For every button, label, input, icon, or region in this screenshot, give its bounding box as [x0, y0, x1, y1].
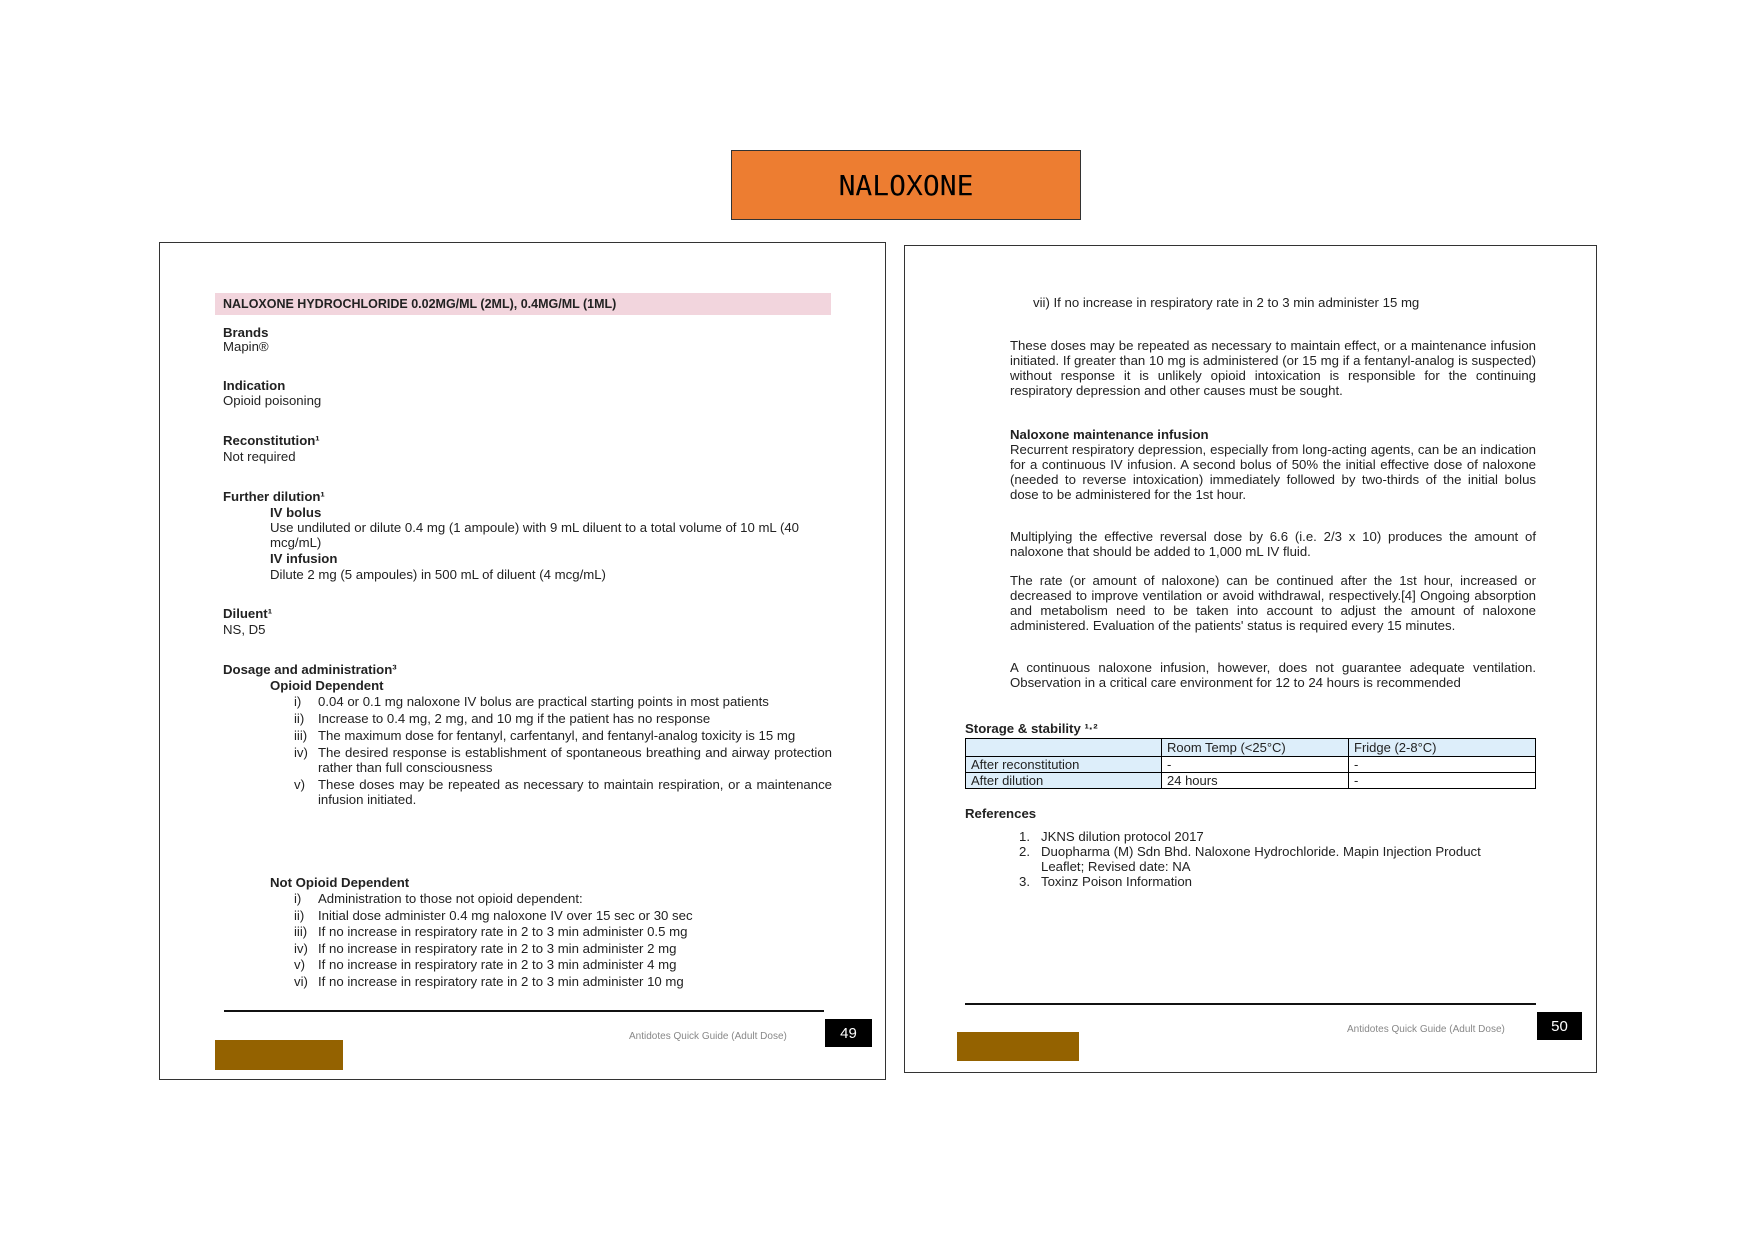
- table-cell: After reconstitution: [966, 757, 1162, 773]
- footer-rule: [965, 1003, 1536, 1005]
- list-item: 3. Toxinz Poison Information: [1019, 874, 1192, 889]
- maintenance-infusion-title: Naloxone maintenance infusion: [1010, 427, 1209, 442]
- list-item: vi) If no increase in respiratory rate in 2 to 3 min administer 10 mg: [294, 973, 684, 989]
- list-item: v) If no increase in respiratory rate in 2 to 3 min administer 4 mg: [294, 957, 677, 972]
- references-list: [1019, 829, 1509, 889]
- not-opioid-dependent-list: [294, 891, 832, 989]
- brands-text: Mapin®: [223, 339, 269, 354]
- table-row: [966, 773, 1536, 789]
- decorative-bar: [215, 1040, 343, 1070]
- not-opioid-dependent-title: Not Opioid Dependent: [270, 875, 410, 890]
- document-page-49: [159, 242, 886, 1080]
- list-item: 2. Duopharma (M) Sdn Bhd. Naloxone Hydrochloride. Mapin Injection Product Leaflet; Revised date: NA: [1019, 844, 1481, 874]
- reconstitution-title: Reconstitution¹: [223, 433, 320, 448]
- table-cell: After dilution: [966, 773, 1162, 789]
- references-title: References: [965, 806, 1037, 821]
- paragraph-maintenance: Recurrent respiratory depression, especially from long-acting agents, can be an indication for a continuous IV infusion. A second bolus of 50% the initial effective dose of naloxone (needed to reverse intoxication) immediately followed by two-thirds of the initial bolus dose to be administered for the 1st hour.: [1010, 442, 1536, 502]
- iv-bolus-title: IV bolus: [270, 505, 322, 520]
- footer-text: Antidotes Quick Guide (Adult Dose): [1347, 1024, 1505, 1035]
- list-item: i) 0.04 or 0.1 mg naloxone IV bolus are practical starting points in most patients: [294, 694, 769, 709]
- list-item: iii) If no increase in respiratory rate in 2 to 3 min administer 0.5 mg: [294, 924, 688, 939]
- item-vii: vii) If no increase in respiratory rate in 2 to 3 min administer 15 mg: [1033, 295, 1420, 310]
- decorative-bar: [957, 1032, 1079, 1061]
- list-item: i) Administration to those not opioid dependent:: [294, 891, 583, 906]
- footer-rule: [224, 1010, 824, 1012]
- table-header-row: [966, 739, 1536, 757]
- table-row: [966, 757, 1536, 773]
- table-cell: -: [1349, 757, 1536, 773]
- table-cell: -: [1349, 773, 1536, 789]
- reconstitution-text: Not required: [223, 449, 296, 464]
- drug-banner: NALOXONE HYDROCHLORIDE 0.02MG/ML (2ML), 0.4MG/ML (1ML): [215, 293, 831, 315]
- iv-infusion-text: Dilute 2 mg (5 ampoules) in 500 mL of diluent (4 mcg/mL): [270, 567, 606, 582]
- table-cell: Room Temp (<25°C): [1162, 739, 1349, 757]
- page-number-badge: 50: [1537, 1012, 1582, 1040]
- list-item: iii) The maximum dose for fentanyl, carfentanyl, and fentanyl-analog toxicity is 15 mg: [294, 728, 796, 743]
- diluent-text: NS, D5: [223, 622, 266, 637]
- dosage-title: Dosage and administration³: [223, 662, 397, 677]
- table-cell: 24 hours: [1162, 773, 1349, 789]
- table-cell: [966, 739, 1162, 757]
- footer-text: Antidotes Quick Guide (Adult Dose): [629, 1031, 787, 1042]
- document-page-50: [904, 245, 1597, 1073]
- indication-text: Opioid poisoning: [223, 393, 322, 408]
- iv-infusion-title: IV infusion: [270, 551, 338, 566]
- brands-title: Brands: [223, 325, 269, 340]
- paragraph-rate: The rate (or amount of naloxone) can be continued after the 1st hour, increased or decreased to improve ventilation or avoid withdrawal, respectively.[4] Ongoing absorption and metabolism need to be taken into account to adjust the amount of naloxone administered. Evaluation of the patients' status is required every 15 minutes.: [1010, 573, 1536, 633]
- list-item: ii) Increase to 0.4 mg, 2 mg, and 10 mg if the patient has no response: [294, 711, 711, 726]
- diluent-title: Diluent¹: [223, 606, 273, 621]
- table-cell: Fridge (2-8°C): [1349, 739, 1536, 757]
- storage-table: [965, 738, 1536, 789]
- list-item: v) These doses may be repeated as necessary to maintain respiration, or a maintenance infusion initiated.: [294, 777, 832, 807]
- page-title: NALOXONE: [731, 150, 1081, 220]
- paragraph-multiply: Multiplying the effective reversal dose by 6.6 (i.e. 2/3 x 10) produces the amount of naloxone that should be added to 1,000 mL IV fluid.: [1010, 529, 1536, 559]
- indication-title: Indication: [223, 378, 286, 393]
- paragraph-continuous: A continuous naloxone infusion, however, does not guarantee adequate ventilation. Observation in a critical care environment for 12 to 24 hours is recommended: [1010, 660, 1536, 690]
- page-number-badge: 49: [825, 1019, 872, 1047]
- list-item: ii) Initial dose administer 0.4 mg naloxone IV over 15 sec or 30 sec: [294, 907, 693, 923]
- paragraph-repeat: These doses may be repeated as necessary to maintain effect, or a maintenance infusion initiated. If greater than 10 mg is administered (or 15 mg if a fentanyl-analog is suspected) without response it is unlikely opioid intoxication is responsible for the continuing respiratory depression and other causes must be sought.: [1010, 338, 1536, 398]
- list-item: iv) If no increase in respiratory rate in 2 to 3 min administer 2 mg: [294, 940, 677, 956]
- table-cell: -: [1162, 757, 1349, 773]
- storage-title: Storage & stability ¹·²: [965, 721, 1098, 736]
- list-item: iv) The desired response is establishment of spontaneous breathing and airway protection rather than full consciousness: [294, 745, 832, 775]
- iv-bolus-text: Use undiluted or dilute 0.4 mg (1 ampoule) with 9 mL diluent to a total volume of 10 mL (40 mcg/mL): [270, 520, 800, 550]
- further-dilution-title: Further dilution¹: [223, 489, 325, 504]
- opioid-dependent-list: [294, 694, 832, 807]
- list-item: 1. JKNS dilution protocol 2017: [1019, 829, 1204, 844]
- opioid-dependent-title: Opioid Dependent: [270, 678, 384, 693]
